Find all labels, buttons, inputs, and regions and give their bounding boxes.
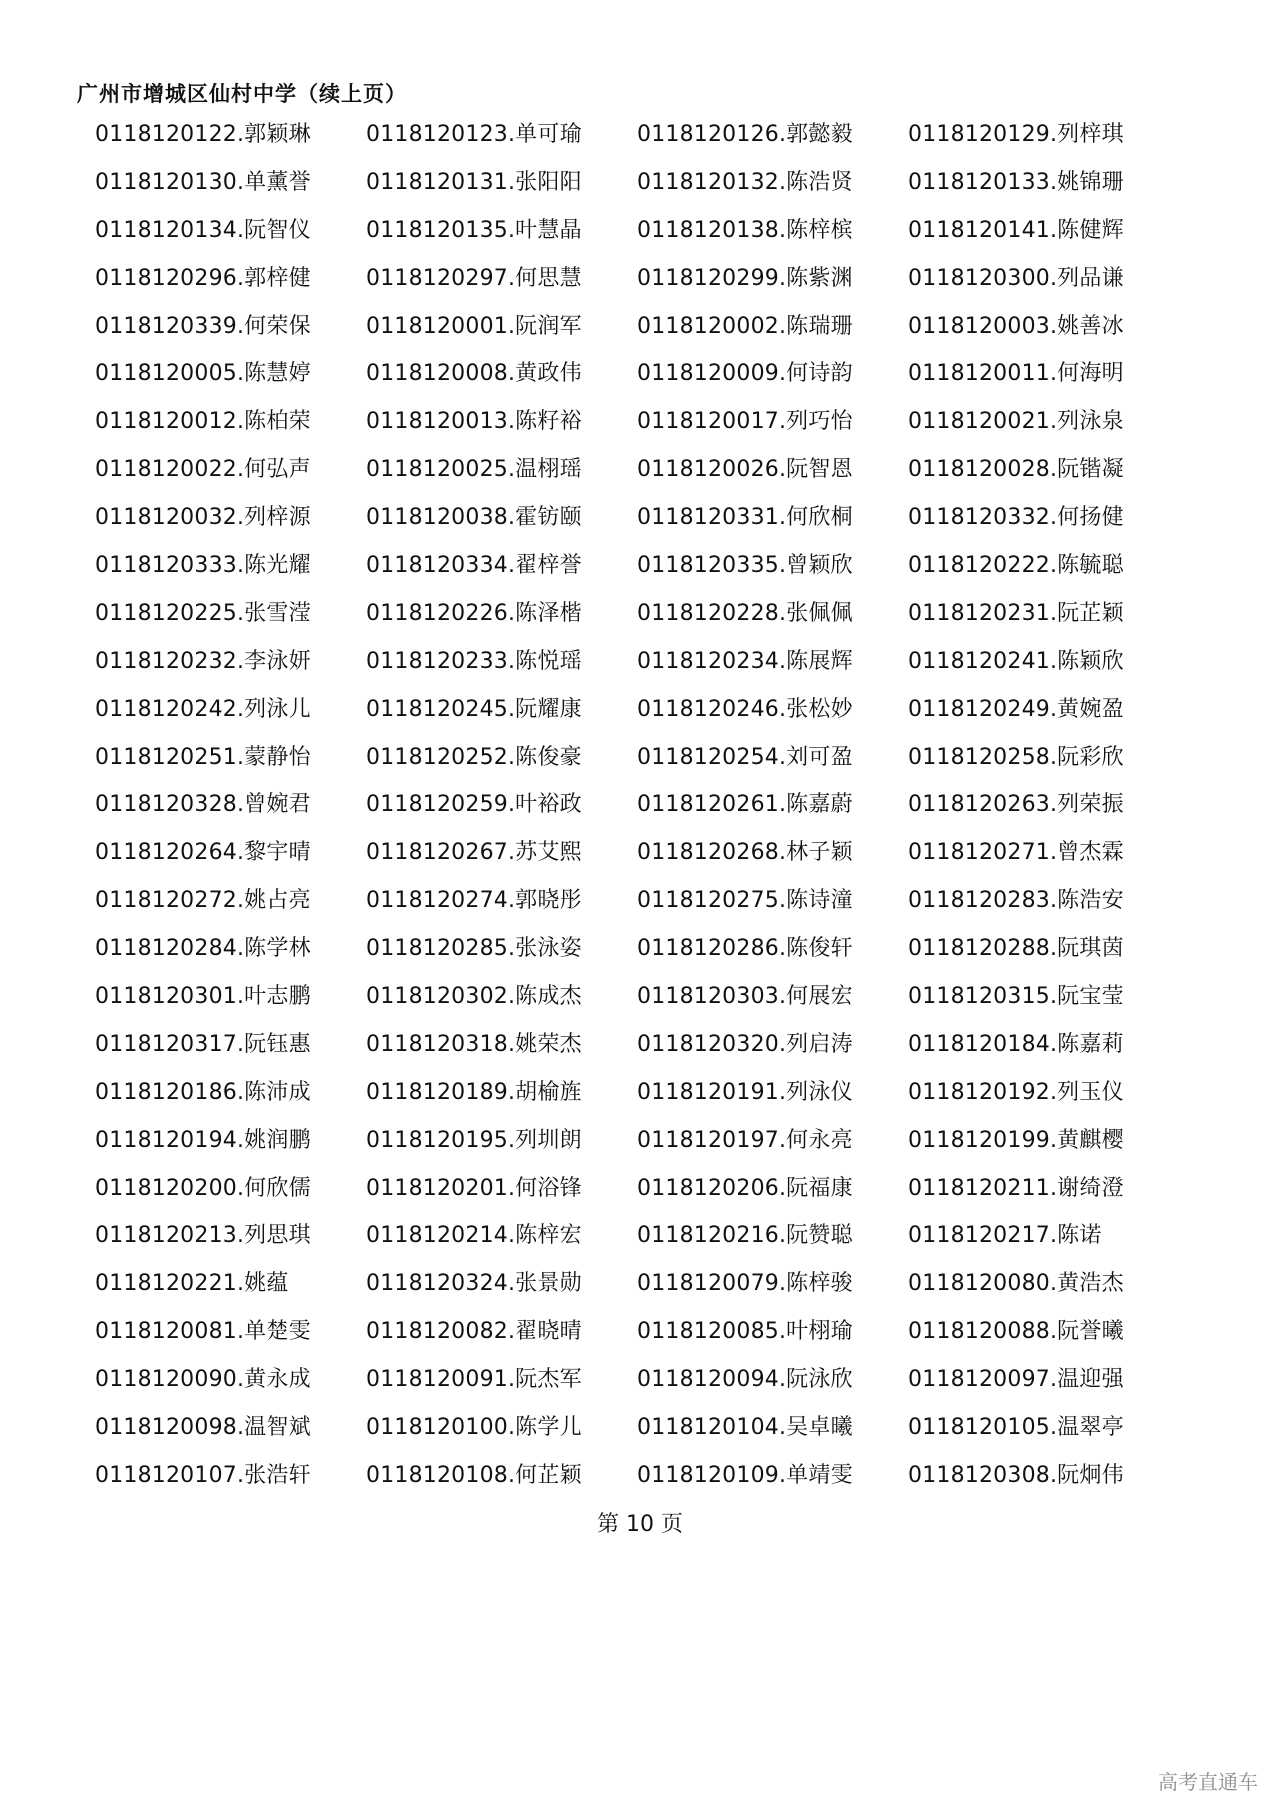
- student-entry: 0118120138.陈梓槟: [637, 217, 853, 243]
- student-entry: 0118120079.陈梓骏: [637, 1271, 853, 1297]
- student-entry: 0118120123.单可瑜: [366, 122, 582, 147]
- student-entry: 0118120297.何思慧: [366, 265, 582, 291]
- student-entry: 0118120263.列荣振: [908, 792, 1124, 818]
- student-entry: 0118120216.阮赞聪: [637, 1223, 853, 1249]
- student-entry: 0118120088.阮誉曦: [908, 1319, 1124, 1345]
- student-entry: 0118120109.单靖雯: [637, 1462, 853, 1488]
- student-entry: 0118120206.阮福康: [637, 1175, 853, 1201]
- student-entry: 0118120013.陈籽裕: [366, 409, 582, 435]
- student-entry: 0118120324.张景勋: [366, 1271, 582, 1297]
- student-entry: 0118120141.陈健辉: [908, 217, 1124, 243]
- student-entry: 0118120025.温栩瑶: [366, 457, 582, 483]
- student-entry: 0118120186.陈沛成: [95, 1079, 311, 1105]
- student-entry: 0118120130.单薰誉: [95, 169, 311, 195]
- student-entry: 0118120009.何诗韵: [637, 361, 853, 387]
- student-entry: 0118120251.蒙静怡: [95, 744, 311, 770]
- student-entry: 0118120081.单楚雯: [95, 1319, 311, 1345]
- student-entry: 0118120214.陈梓宏: [366, 1223, 582, 1249]
- student-entry: 0118120249.黄婉盈: [908, 696, 1124, 722]
- student-entry: 0118120022.何弘声: [95, 457, 311, 483]
- student-entry: 0118120191.列泳仪: [637, 1079, 853, 1105]
- student-entry: 0118120308.阮炯伟: [908, 1462, 1124, 1488]
- student-entry: 0118120028.阮锴凝: [908, 457, 1124, 483]
- student-entry: 0118120331.何欣桐: [637, 505, 853, 531]
- student-entry: 0118120261.陈嘉蔚: [637, 792, 853, 818]
- student-entry: 0118120038.霍钫颐: [366, 505, 582, 531]
- student-entry: 0118120264.黎宇晴: [95, 840, 311, 866]
- student-entry: 0118120339.何荣保: [95, 313, 311, 339]
- student-entry: 0118120131.张阳阳: [366, 169, 582, 195]
- student-entry: 0118120259.叶裕政: [366, 792, 582, 818]
- student-entry: 0118120011.何海明: [908, 361, 1124, 387]
- student-entry: 0118120012.陈柏荣: [95, 409, 311, 435]
- student-entry: 0118120105.温翠亭: [908, 1415, 1124, 1441]
- student-entry: 0118120332.何扬健: [908, 505, 1124, 531]
- student-entry: 0118120245.阮耀康: [366, 696, 582, 722]
- student-entry: 0118120200.何欣儒: [95, 1175, 311, 1201]
- student-entry: 0118120254.刘可盈: [637, 744, 853, 770]
- student-entry: 0118120286.陈俊轩: [637, 936, 853, 962]
- student-entry: 0118120134.阮智仪: [95, 217, 311, 243]
- student-entry: 0118120217.陈诺: [908, 1223, 1102, 1249]
- student-entry: 0118120211.谢绮澄: [908, 1175, 1124, 1201]
- student-entry: 0118120001.阮润军: [366, 313, 582, 339]
- student-entry: 0118120226.陈泽楷: [366, 600, 582, 626]
- student-entry: 0118120002.陈瑞珊: [637, 313, 853, 339]
- student-entry: 0118120283.陈浩安: [908, 888, 1124, 914]
- student-entry: 0118120258.阮彩欣: [908, 744, 1124, 770]
- student-entry: 0118120267.苏艾熙: [366, 840, 582, 866]
- student-entry: 0118120008.黄政伟: [366, 361, 582, 387]
- student-entry: 0118120246.张松妙: [637, 696, 853, 722]
- student-entry: 0118120192.列玉仪: [908, 1079, 1124, 1105]
- student-entry: 0118120225.张雪滢: [95, 600, 311, 626]
- student-entry: 0118120301.叶志鹏: [95, 984, 311, 1010]
- student-entry: 0118120275.陈诗潼: [637, 888, 853, 914]
- student-entry: 0118120104.吴卓曦: [637, 1415, 853, 1441]
- student-entry: 0118120197.何永亮: [637, 1127, 853, 1153]
- student-entry: 0118120135.叶慧晶: [366, 217, 582, 243]
- student-entry: 0118120080.黄浩杰: [908, 1271, 1124, 1297]
- student-entry: 0118120284.陈学林: [95, 936, 311, 962]
- student-entry: 0118120195.列圳朗: [366, 1127, 582, 1153]
- student-entry: 0118120302.陈成杰: [366, 984, 582, 1010]
- student-entry: 0118120094.阮泳欣: [637, 1367, 853, 1393]
- student-entry: 0118120098.温智斌: [95, 1415, 311, 1441]
- student-entry: 0118120107.张浩轩: [95, 1462, 311, 1488]
- student-entry: 0118120201.何浴锋: [366, 1175, 582, 1201]
- student-entry: 0118120315.阮宝莹: [908, 984, 1124, 1010]
- student-entry: 0118120233.陈悦瑶: [366, 648, 582, 674]
- student-entry: 0118120241.陈颖欣: [908, 648, 1124, 674]
- student-entry: 0118120231.阮芷颖: [908, 600, 1124, 626]
- student-entry: 0118120082.翟晓晴: [366, 1319, 582, 1345]
- student-entry: 0118120268.林子颖: [637, 840, 853, 866]
- student-entry: 0118120272.姚占亮: [95, 888, 311, 914]
- section-header: 广州市增城区仙村中学（续上页）: [77, 82, 407, 106]
- student-entry: 0118120271.曾杰霖: [908, 840, 1124, 866]
- student-entry: 0118120005.陈慧婷: [95, 361, 311, 387]
- student-entry: 0118120317.阮钰惠: [95, 1031, 311, 1057]
- student-entry: 0118120129.列梓琪: [908, 122, 1124, 147]
- student-entry: 0118120085.叶栩瑜: [637, 1319, 853, 1345]
- student-entry: 0118120133.姚锦珊: [908, 169, 1124, 195]
- student-entry: 0118120303.何展宏: [637, 984, 853, 1010]
- student-entry: 0118120194.姚润鹏: [95, 1127, 311, 1153]
- student-entry: 0118120100.陈学儿: [366, 1415, 582, 1441]
- student-entry: 0118120026.阮智恩: [637, 457, 853, 483]
- student-entry: 0118120213.列思琪: [95, 1223, 311, 1249]
- student-entry: 0118120274.郭晓彤: [366, 888, 582, 914]
- student-entry: 0118120285.张泳姿: [366, 936, 582, 962]
- student-entry: 0118120333.陈光耀: [95, 553, 311, 579]
- student-entry: 0118120189.胡榆旌: [366, 1079, 582, 1105]
- student-entry: 0118120242.列泳儿: [95, 696, 311, 722]
- student-list: [95, 122, 1215, 1511]
- student-entry: 0118120221.姚蕴: [95, 1271, 289, 1297]
- student-entry: 0118120032.列梓源: [95, 505, 311, 531]
- student-entry: 0118120299.陈紫渊: [637, 265, 853, 291]
- student-entry: 0118120017.列巧怡: [637, 409, 853, 435]
- student-entry: 0118120184.陈嘉莉: [908, 1031, 1124, 1057]
- student-entry: 0118120126.郭懿毅: [637, 122, 853, 147]
- student-entry: 0118120320.列启涛: [637, 1031, 853, 1057]
- student-entry: 0118120300.列品谦: [908, 265, 1124, 291]
- student-entry: 0118120318.姚荣杰: [366, 1031, 582, 1057]
- student-entry: 0118120288.阮琪茵: [908, 936, 1124, 962]
- page-number: 第 10 页: [597, 1512, 683, 1537]
- student-entry: 0118120335.曾颖欣: [637, 553, 853, 579]
- student-entry: 0118120132.陈浩贤: [637, 169, 853, 195]
- student-entry: 0118120252.陈俊豪: [366, 744, 582, 770]
- student-entry: 0118120091.阮杰军: [366, 1367, 582, 1393]
- student-entry: 0118120228.张佩佩: [637, 600, 853, 626]
- student-entry: 0118120199.黄麒樱: [908, 1127, 1124, 1153]
- student-entry: 0118120122.郭颖琳: [95, 122, 311, 147]
- student-entry: 0118120328.曾婉君: [95, 792, 311, 818]
- student-entry: 0118120296.郭梓健: [95, 265, 311, 291]
- student-entry: 0118120232.李泳妍: [95, 648, 311, 674]
- watermark: 高考直通车: [1158, 1770, 1258, 1794]
- student-entry: 0118120108.何芷颖: [366, 1462, 582, 1488]
- student-entry: 0118120097.温迎强: [908, 1367, 1124, 1393]
- student-entry: 0118120222.陈毓聪: [908, 553, 1124, 579]
- student-entry: 0118120234.陈展辉: [637, 648, 853, 674]
- student-entry: 0118120003.姚善冰: [908, 313, 1124, 339]
- student-entry: 0118120334.翟梓誉: [366, 553, 582, 579]
- student-entry: 0118120021.列泳泉: [908, 409, 1124, 435]
- student-entry: 0118120090.黄永成: [95, 1367, 311, 1393]
